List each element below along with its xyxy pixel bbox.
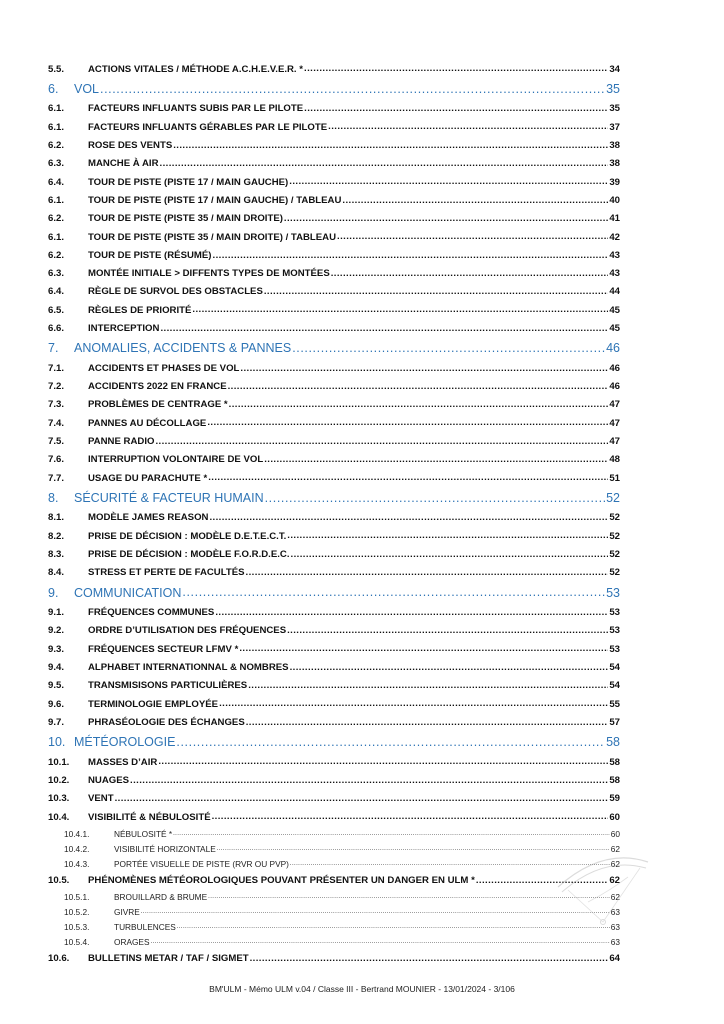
toc-entry-number: 6.3. <box>48 158 65 170</box>
dot-leader <box>212 812 609 822</box>
toc-entry-title: PROBLÈMES DE CENTRAGE * <box>88 399 228 411</box>
toc-entry-page: 47 <box>609 417 620 429</box>
toc-entry[interactable] <box>48 527 620 545</box>
toc-entry-title: FRÉQUENCES SECTEUR LFMV * <box>88 643 239 655</box>
toc-entry-page: 62 <box>610 858 620 869</box>
toc-entry-page: 60 <box>610 828 620 839</box>
toc-entry-number: 7.6. <box>48 454 65 466</box>
toc-entry-number: 10.4.1. <box>64 828 90 839</box>
dot-leader <box>173 141 608 151</box>
toc-entry-number: 10. <box>48 735 66 750</box>
toc-entry-title: MONTÉE INITIALE > DIFFENTS TYPES DE MONTÉES <box>88 268 330 280</box>
toc-entry-number: 9.6. <box>48 698 65 710</box>
toc-entry[interactable] <box>48 622 620 640</box>
dot-leader <box>331 269 609 279</box>
table-of-contents <box>48 60 620 968</box>
toc-entry-page: 52 <box>609 567 620 579</box>
dot-leader <box>209 513 608 523</box>
paraglider-watermark-icon <box>548 842 658 937</box>
toc-entry-title: MÉTÉOROLOGIE <box>74 735 176 750</box>
toc-entry[interactable] <box>48 889 620 904</box>
dot-leader <box>155 437 608 447</box>
toc-entry-title: SÉCURITÉ & FACTEUR HUMAIN <box>74 490 264 505</box>
toc-entry-page: 52 <box>606 490 620 505</box>
dot-leader <box>264 455 608 465</box>
dot-leader <box>219 699 608 709</box>
toc-entry-number: 10.4.3. <box>64 858 90 869</box>
toc-entry-page: 54 <box>609 680 620 692</box>
toc-entry-page: 46 <box>609 362 620 374</box>
toc-entry-page: 60 <box>609 811 620 823</box>
toc-entry[interactable] <box>48 414 620 432</box>
toc-entry-page: 53 <box>606 585 620 600</box>
dot-leader <box>304 104 608 114</box>
dot-leader <box>342 196 608 206</box>
toc-entry[interactable] <box>48 753 620 771</box>
toc-entry-page: 41 <box>609 213 620 225</box>
toc-entry-page: 43 <box>609 249 620 261</box>
toc-entry-page: 52 <box>609 512 620 524</box>
toc-entry[interactable] <box>48 603 620 621</box>
toc-entry-number: 7.7. <box>48 472 65 484</box>
toc-entry-page: 46 <box>609 381 620 393</box>
toc-entry[interactable] <box>48 100 620 118</box>
toc-entry-number: 10.5.1. <box>64 891 90 902</box>
toc-entry-page: 38 <box>609 158 620 170</box>
toc-entry-title: TERMINOLOGIE EMPLOYÉE <box>88 698 219 710</box>
toc-entry-page: 58 <box>606 735 620 750</box>
toc-entry-title: NUAGES <box>88 774 130 786</box>
toc-entry-page: 45 <box>609 304 620 316</box>
toc-entry-number: 6.4. <box>48 176 65 188</box>
toc-entry[interactable] <box>48 136 620 154</box>
toc-entry-number: 6.6. <box>48 323 65 334</box>
toc-entry-title: RÈGLES DE PRIORITÉ <box>88 304 192 316</box>
toc-entry-number: 6.5. <box>48 304 65 316</box>
dot-leader <box>207 418 608 428</box>
dot-leader <box>290 663 609 673</box>
toc-entry[interactable] <box>48 377 620 395</box>
dot-leader <box>228 382 609 392</box>
toc-entry[interactable] <box>48 396 620 414</box>
toc-entry-number: 10.4. <box>48 811 70 823</box>
dot-leader <box>141 909 610 915</box>
dot-leader <box>292 342 605 355</box>
dot-leader <box>287 626 608 636</box>
toc-entry-page: 53 <box>609 643 620 655</box>
toc-entry-page: 40 <box>609 194 620 206</box>
toc-entry[interactable] <box>48 432 620 450</box>
dot-leader <box>337 232 608 242</box>
dot-leader <box>115 794 609 804</box>
toc-entry-page: 45 <box>609 323 620 334</box>
toc-entry-title: VENT <box>88 793 114 805</box>
toc-entry[interactable] <box>48 658 620 676</box>
toc-entry[interactable] <box>48 283 620 301</box>
toc-entry-number: 9.1. <box>48 607 65 619</box>
toc-entry-page: 34 <box>609 63 620 75</box>
toc-entry-number: 10.4.2. <box>64 843 90 854</box>
toc-entry-page: 57 <box>609 716 620 728</box>
toc-entry-title: FRÉQUENCES COMMUNES <box>88 607 215 619</box>
toc-entry-number: 6.2. <box>48 213 65 225</box>
toc-entry-number: 7.5. <box>48 435 65 447</box>
toc-entry[interactable] <box>48 191 620 209</box>
toc-entry[interactable] <box>48 319 620 337</box>
toc-entry[interactable] <box>48 826 620 841</box>
toc-entry-page: 54 <box>609 661 620 673</box>
toc-entry-number: 10.5.4. <box>64 936 90 947</box>
toc-entry-page: 53 <box>609 607 620 619</box>
toc-entry-number: 9. <box>48 585 59 600</box>
dot-leader <box>158 757 608 767</box>
toc-entry-number: 10.2. <box>48 774 70 786</box>
toc-entry-page: 35 <box>609 103 620 115</box>
toc-entry-title: MANCHE À AIR <box>88 158 159 170</box>
toc-entry-number: 10.5. <box>48 874 70 886</box>
toc-entry[interactable] <box>48 487 620 509</box>
dot-leader <box>130 776 608 786</box>
toc-entry[interactable] <box>48 451 620 469</box>
toc-entry-title: ORDRE D’UTILISATION DES FRÉQUENCES <box>88 625 287 637</box>
dot-leader <box>264 287 608 297</box>
dot-leader <box>100 83 605 96</box>
toc-entry-number: 10.1. <box>48 756 70 768</box>
toc-entry-page: 59 <box>609 793 620 805</box>
toc-entry-number: 8.1. <box>48 512 65 524</box>
dot-leader <box>215 608 608 618</box>
dot-leader <box>304 64 608 74</box>
toc-entry[interactable] <box>48 118 620 136</box>
toc-entry-title: VISIBILITÉ HORIZONTALE <box>114 843 216 854</box>
toc-entry[interactable] <box>48 359 620 377</box>
toc-entry-number: 6. <box>48 82 59 97</box>
dot-leader <box>265 492 605 505</box>
toc-entry-title: PRISE DE DÉCISION : MODÈLE D.E.T.E.C.T. <box>88 530 287 542</box>
toc-entry-page: 63 <box>610 936 620 947</box>
toc-entry[interactable] <box>48 695 620 713</box>
toc-entry[interactable] <box>48 808 620 826</box>
toc-entry-page: 46 <box>606 341 620 356</box>
toc-entry-number: 6.1. <box>48 194 65 206</box>
toc-entry-title: PORTÉE VISUELLE DE PISTE (RVR OU PVP) <box>114 858 289 869</box>
toc-entry[interactable] <box>48 732 620 754</box>
dot-leader <box>328 122 608 132</box>
page-footer: BM'ULM - Mémo ULM v.04 / Classe III - Bertrand MOUNIER - 13/01/2024 - 3/106 <box>209 984 515 994</box>
toc-entry-number: 6.1. <box>48 121 65 133</box>
toc-entry-page: 47 <box>609 399 620 411</box>
toc-entry-title: BULLETINS METAR / TAF / SIGMET <box>88 953 249 965</box>
toc-entry[interactable] <box>48 856 620 871</box>
toc-entry-title: PANNES AU DÉCOLLAGE <box>88 417 207 429</box>
dot-leader <box>246 718 609 728</box>
toc-entry-number: 6.1. <box>48 231 65 243</box>
toc-entry-title: TRANSMISISONS PARTICULIÈRES <box>88 680 248 692</box>
toc-entry[interactable] <box>48 677 620 695</box>
toc-entry-title: USAGE DU PARACHUTE * <box>88 472 208 484</box>
toc-entry-page: 53 <box>609 625 620 637</box>
toc-entry-title: ANOMALIES, ACCIDENTS & PANNES <box>74 341 292 356</box>
toc-entry-page: 48 <box>609 454 620 466</box>
toc-entry-title: ALPHABET INTERNATIONNAL & NOMBRES <box>88 661 289 673</box>
toc-entry[interactable] <box>48 904 620 919</box>
toc-entry-number: 7.1. <box>48 362 65 374</box>
dot-leader <box>287 531 608 541</box>
toc-entry-page: 44 <box>609 286 620 298</box>
toc-entry-title: RÈGLE DE SURVOL DES OBSTACLES <box>88 286 263 298</box>
toc-entry-number: 9.2. <box>48 625 65 637</box>
toc-entry-title: STRESS ET PERTE DE FACULTÉS <box>88 567 245 579</box>
toc-entry-title: TOUR DE PISTE (PISTE 35 / MAIN DROITE) <box>88 213 283 225</box>
toc-entry[interactable] <box>48 564 620 582</box>
toc-entry[interactable] <box>48 934 620 949</box>
toc-entry-title: ACCIDENTS ET PHASES DE VOL <box>88 362 240 374</box>
toc-entry-page: 62 <box>609 874 620 886</box>
toc-entry-page: 63 <box>610 921 620 932</box>
toc-entry-page: 35 <box>606 82 620 97</box>
dot-leader <box>192 305 608 315</box>
dot-leader <box>177 924 610 930</box>
toc-entry-title: COMMUNICATION <box>74 585 182 600</box>
toc-entry-title: PHRASÉOLOGIE DES ÉCHANGES <box>88 716 245 728</box>
toc-entry-number: 6.1. <box>48 103 65 115</box>
toc-entry[interactable] <box>48 60 620 78</box>
dot-leader <box>240 364 608 374</box>
dot-leader <box>182 586 605 599</box>
toc-entry-page: 37 <box>609 121 620 133</box>
toc-entry-title: BROUILLARD & BRUME <box>114 891 208 902</box>
toc-entry-title: INTERRUPTION VOLONTAIRE DE VOL <box>88 454 264 466</box>
toc-entry[interactable] <box>48 338 620 360</box>
dot-leader <box>246 568 609 578</box>
toc-entry[interactable] <box>48 713 620 731</box>
toc-entry-title: VOL <box>74 82 100 97</box>
toc-entry-title: PANNE RADIO <box>88 435 155 447</box>
toc-entry-page: 55 <box>609 698 620 710</box>
toc-entry-number: 8.2. <box>48 530 65 542</box>
toc-entry-number: 7.3. <box>48 399 65 411</box>
toc-entry[interactable] <box>48 949 620 967</box>
toc-entry[interactable] <box>48 545 620 563</box>
toc-entry-page: 52 <box>609 548 620 560</box>
toc-entry-title: VISIBILITÉ & NÉBULOSITÉ <box>88 811 211 823</box>
toc-entry-number: 10.5.2. <box>64 906 90 917</box>
toc-entry-title: TURBULENCES <box>114 921 176 932</box>
toc-entry-page: 51 <box>609 472 620 484</box>
toc-entry[interactable] <box>48 509 620 527</box>
toc-entry[interactable] <box>48 210 620 228</box>
dot-leader <box>160 159 609 169</box>
toc-entry-number: 9.3. <box>48 643 65 655</box>
toc-entry-number: 10.6. <box>48 953 70 965</box>
toc-entry[interactable] <box>48 301 620 319</box>
toc-entry[interactable] <box>48 246 620 264</box>
toc-entry[interactable] <box>48 228 620 246</box>
toc-entry-number: 7. <box>48 341 59 356</box>
toc-entry-title: PRISE DE DÉCISION : MODÈLE F.O.R.D.E.C. <box>88 548 290 560</box>
toc-entry[interactable] <box>48 790 620 808</box>
toc-entry-title: MODÈLE JAMES REASON <box>88 512 209 524</box>
dot-leader <box>208 473 608 483</box>
toc-entry-title: INTERCEPTION <box>88 323 160 334</box>
toc-entry-number: 8.3. <box>48 548 65 560</box>
toc-entry-title: ROSE DES VENTS <box>88 140 173 152</box>
toc-entry-page: 43 <box>609 268 620 280</box>
toc-entry-title: ORAGES <box>114 936 150 947</box>
dot-leader <box>176 736 605 749</box>
toc-entry-title: TOUR DE PISTE (PISTE 17 / MAIN GAUCHE) / TABLEAU <box>88 194 342 206</box>
toc-entry-number: 10.5.3. <box>64 921 90 932</box>
toc-entry[interactable] <box>48 264 620 282</box>
dot-leader <box>248 681 608 691</box>
toc-entry-title: TOUR DE PISTE (RÉSUMÉ) <box>88 249 212 261</box>
toc-entry[interactable] <box>48 582 620 604</box>
toc-entry-number: 8. <box>48 490 59 505</box>
toc-entry[interactable] <box>48 771 620 789</box>
dot-leader <box>229 400 609 410</box>
toc-entry-number: 9.4. <box>48 661 65 673</box>
dot-leader <box>291 550 609 560</box>
toc-entry-title: ACTIONS VITALES / MÉTHODE A.C.H.E.V.E.R. * <box>88 63 303 75</box>
toc-entry-number: 7.2. <box>48 381 65 393</box>
toc-entry-page: 64 <box>609 953 620 965</box>
toc-entry-number: 9.5. <box>48 680 65 692</box>
toc-entry-page: 52 <box>609 530 620 542</box>
toc-entry-title: ACCIDENTS 2022 EN FRANCE <box>88 381 227 393</box>
toc-entry-page: 39 <box>609 176 620 188</box>
dot-leader <box>151 939 610 945</box>
dot-leader <box>250 954 609 964</box>
toc-entry-page: 62 <box>610 891 620 902</box>
toc-entry-number: 6.2. <box>48 249 65 261</box>
toc-entry[interactable] <box>48 640 620 658</box>
toc-entry-page: 42 <box>609 231 620 243</box>
dot-leader <box>289 177 608 187</box>
toc-entry-number: 9.7. <box>48 716 65 728</box>
toc-entry-title: GIVRE <box>114 906 140 917</box>
toc-entry-number: 10.3. <box>48 793 70 805</box>
toc-entry[interactable] <box>48 78 620 100</box>
toc-entry[interactable] <box>48 469 620 487</box>
dot-leader <box>160 324 608 334</box>
toc-entry-page: 62 <box>610 843 620 854</box>
toc-entry[interactable] <box>48 173 620 191</box>
toc-entry-title: FACTEURS INFLUANTS SUBIS PAR LE PILOTE <box>88 103 304 115</box>
toc-entry-title: PHÉNOMÈNES MÉTÉOROLOGIQUES POUVANT PRÉSENTER UN DANGER EN ULM * <box>88 874 475 886</box>
toc-entry-title: FACTEURS INFLUANTS GÉRABLES PAR LE PILOTE <box>88 121 328 133</box>
toc-entry-number: 8.4. <box>48 567 65 579</box>
toc-entry-title: TOUR DE PISTE (PISTE 35 / MAIN DROITE) / TABLEAU <box>88 231 337 243</box>
toc-entry-number: 7.4. <box>48 417 65 429</box>
toc-entry-title: NÉBULOSITÉ * <box>114 828 173 839</box>
dot-leader <box>173 831 610 837</box>
dot-leader <box>213 251 609 261</box>
toc-entry-number: 5.5. <box>48 63 65 75</box>
toc-entry-title: TOUR DE PISTE (PISTE 17 / MAIN GAUCHE) <box>88 176 289 188</box>
toc-entry[interactable] <box>48 919 620 934</box>
toc-entry-number: 6.2. <box>48 140 65 152</box>
toc-entry-number: 6.3. <box>48 268 65 280</box>
toc-entry-title: MASSES D’AIR <box>88 756 158 768</box>
toc-entry-page: 58 <box>609 756 620 768</box>
dot-leader <box>284 214 608 224</box>
toc-entry-page: 38 <box>609 140 620 152</box>
toc-entry[interactable] <box>48 155 620 173</box>
toc-entry-page: 47 <box>609 435 620 447</box>
toc-entry[interactable] <box>48 841 620 856</box>
toc-entry-page: 63 <box>610 906 620 917</box>
toc-entry-page: 58 <box>609 774 620 786</box>
dot-leader <box>239 644 608 654</box>
toc-entry[interactable] <box>48 871 620 889</box>
toc-entry-number: 6.4. <box>48 286 65 298</box>
